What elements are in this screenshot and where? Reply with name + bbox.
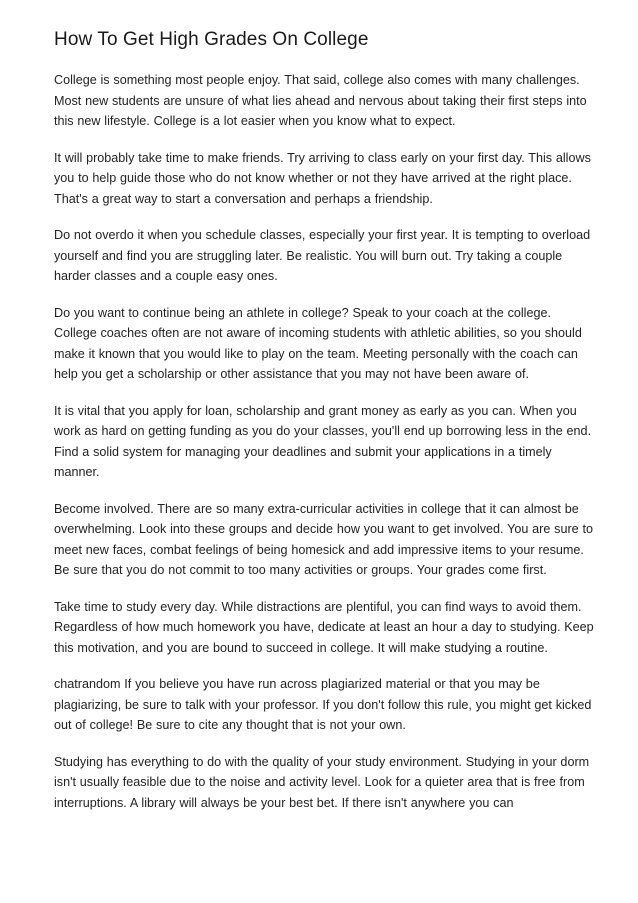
paragraph-plagiarism: chatrandom If you believe you have run across plagiarized material or that you may be plagiarizing, be sure to talk with your professor. If you don't follow this rule, you might get kicked out of college! Be sure to cite any thought that is not your own. bbox=[54, 677, 592, 732]
paragraph-schedule: Do not overdo it when you schedule classes, especially your first year. It is tempting to overload yourself and find you are struggling later. Be realistic. You will burn out. Try taking a couple harder classes and a couple easy ones. bbox=[54, 228, 591, 283]
paragraph-athlete: Do you want to continue being an athlete in college? Speak to your coach at the college. College coaches often are not aware of incoming students with athletic abilities, so you should make it known that you would like to play on the team. Meeting personally with the coach can help you get a scholarship or other assistance that you may not have been aware of. bbox=[54, 305, 582, 381]
document-title: How To Get High Grades On College bbox=[54, 29, 369, 50]
document-page bbox=[54, 28, 594, 829]
paragraph-friends: It will probably take time to make friends. Try arriving to class early on your first day. This allows you to help guide those who do not know whether or not they have arrived at the right place. That's a great way to start a conversation and perhaps a friendship. bbox=[54, 150, 591, 206]
paragraph-environment: Studying has everything to do with the quality of your study environment. Studying in your dorm isn't usually feasible due to the noise and activity level. Look for a quieter area that is free from interruptions. A library will always be your best bet. If there isn't anywhere you can bbox=[54, 754, 590, 810]
paragraph-study-daily: Take time to study every day. While distractions are plentiful, you can find ways to avoid them. Regardless of how much homework you have, dedicate at least an hour a day to studying. Keep this motivation, and you are bound to succeed in college. It will make studying a routine. bbox=[54, 599, 594, 655]
paragraph-involved: Become involved. There are so many extra-curricular activities in college that it can almost be overwhelming. Look into these groups and decide how you want to get involved. You are sure to meet new faces, combat feelings of being homesick and add impressive items to your resume. Be sure that you do not commit to too many activities or groups. Your grades come first. bbox=[54, 501, 593, 577]
paragraph-funding: It is vital that you apply for loan, scholarship and grant money as early as you can. When you work as hard on getting funding as you do your classes, you'll end up borrowing less in the end. Find a solid system for managing your deadlines and submit your applications in a timely manner. bbox=[54, 403, 592, 479]
paragraph-intro: College is something most people enjoy. That said, college also comes with many challenges. Most new students are unsure of what lies ahead and nervous about taking their first steps into this new lifestyle. College is a lot easier when you know what to expect. bbox=[54, 73, 587, 128]
